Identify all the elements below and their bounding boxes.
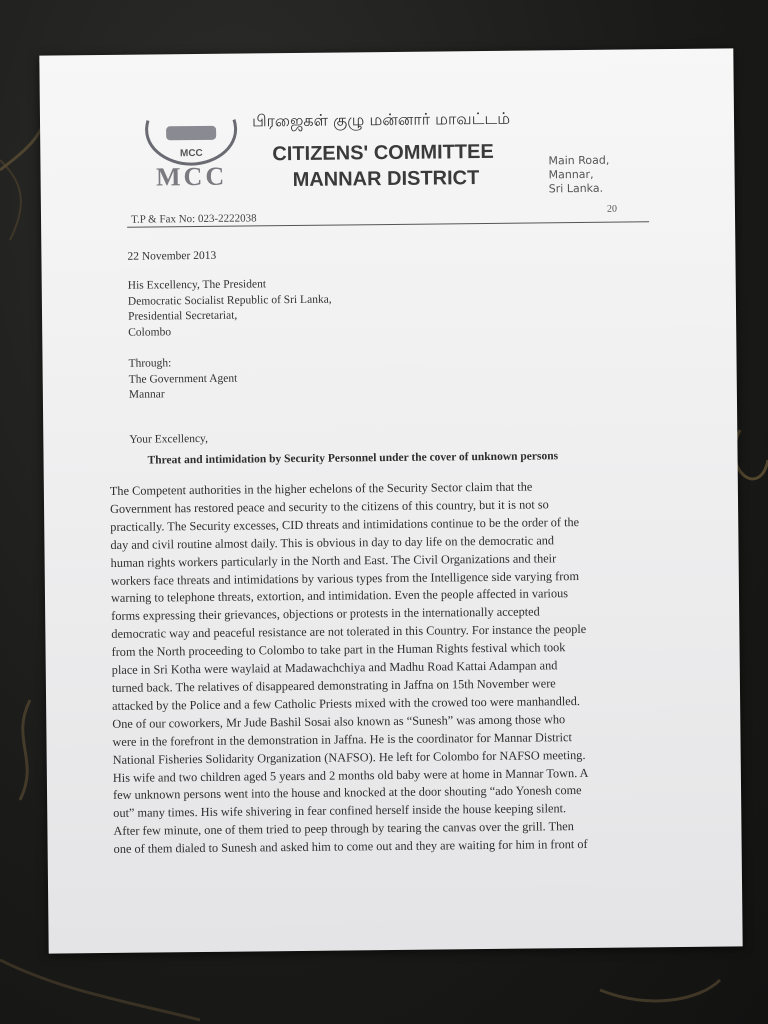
logo-text: MCC [155, 161, 228, 192]
body-line: His wife and two children aged 5 years and 2 months old baby were at home in Mannar Town. A [112, 765, 589, 785]
letter-date: 22 November 2013 [127, 249, 217, 263]
body-line: out” many times. His wife shivering in fear confined herself inside the house keeping silent. [113, 801, 567, 821]
recipient-line: Presidential Secretariat, [127, 309, 238, 323]
body-line: democratic way and peaceful resistance are not tolerated in this Country. For instance the people [111, 622, 587, 642]
body-line: The Competent authorities in the higher echelons of the Security Sector claim that the [109, 479, 533, 498]
body-line: workers face threats and intimidations by various types from the Intelligence side varying from [110, 568, 580, 588]
date-field-blank: 20 [606, 203, 618, 215]
body-line: human rights workers particularly in the North and East. The Civil Organizations and their [110, 550, 557, 570]
through-line: Through: [128, 357, 172, 370]
address-line: Sri Lanka. [548, 181, 604, 196]
through-line: The Government Agent [128, 372, 238, 386]
recipient-block [128, 277, 332, 341]
logo-small-text: MCC [179, 147, 203, 160]
letter-body [110, 477, 694, 859]
address-block [548, 153, 658, 196]
org-name-line1: CITIZENS' COMMITTEE [272, 140, 494, 166]
tamil-org-name: பிரஜைகள் குழு மன்னார் மாவட்டம் [251, 108, 511, 131]
recipient-line: His Excellency, The President [127, 278, 267, 292]
recipient-line: Democratic Socialist Republic of Sri Lanka, [127, 293, 332, 308]
body-line: Government has restored peace and security to the citizens of this country, but it is not so [109, 497, 549, 516]
phone-fax: T.P & Fax No: 023-2222038 [130, 212, 257, 226]
through-line: Mannar [128, 388, 165, 401]
body-line: One of our coworkers, Mr Jude Bashil Sosai also known as “Sunesh” was among those who [112, 711, 566, 731]
letter-subject: Threat and intimidation by Security Personnel under the cover of unknown persons [147, 450, 559, 467]
body-line: forms expressing their grievances, objections or protests in the internationally accepted [111, 604, 540, 624]
body-line: warning to telephone threats, extortion, and intimidation. Even the people affected in various [110, 586, 569, 606]
address-line: Main Road, [548, 153, 610, 168]
salutation: Your Excellency, [129, 432, 208, 446]
org-name-line2: MANNAR DISTRICT [292, 167, 480, 192]
recipient-line: Colombo [128, 325, 172, 339]
body-line: After few minute, one of them tried to peep through by tearing the canvas over the grill. Then [113, 819, 574, 839]
body-line: from the North proceeding to Colombo to take part in the Human Rights festival which took [111, 640, 566, 660]
body-line: were in the forefront in the demonstration in Jaffna. He is the coordinator for Mannar District [112, 729, 572, 749]
body-line: few unknown persons went into the house and knocked at the door shouting “ado Yonesh come [112, 783, 582, 803]
letter-page [39, 48, 742, 953]
body-line: day and civil routine almost daily. This is obvious in day to day life on the democratic and [110, 533, 555, 552]
body-line: attacked by the Police and a few Catholic Priests mixed with the crowed too were manhandled. [112, 693, 581, 713]
body-line: National Fisheries Solidarity Organization (NAFSO). He left for Colombo for NAFSO meeting. [112, 747, 586, 767]
address-line: Mannar, [548, 167, 594, 182]
through-block [128, 356, 237, 404]
body-line: practically. The Security excesses, CID threats and intimidations continue to be the order of the [110, 514, 580, 534]
body-line: turned back. The relatives of disappeared demonstrating in Jaffna on 15th November were [111, 676, 556, 695]
mcc-logo [136, 115, 247, 192]
body-line: place in Sri Kotha were waylaid at Madawachchiya and Madhu Road Kattai Adampan and [111, 658, 558, 677]
body-line: one of them dialed to Sunesh and asked him to come out and they are waiting for him in front of [113, 837, 588, 857]
